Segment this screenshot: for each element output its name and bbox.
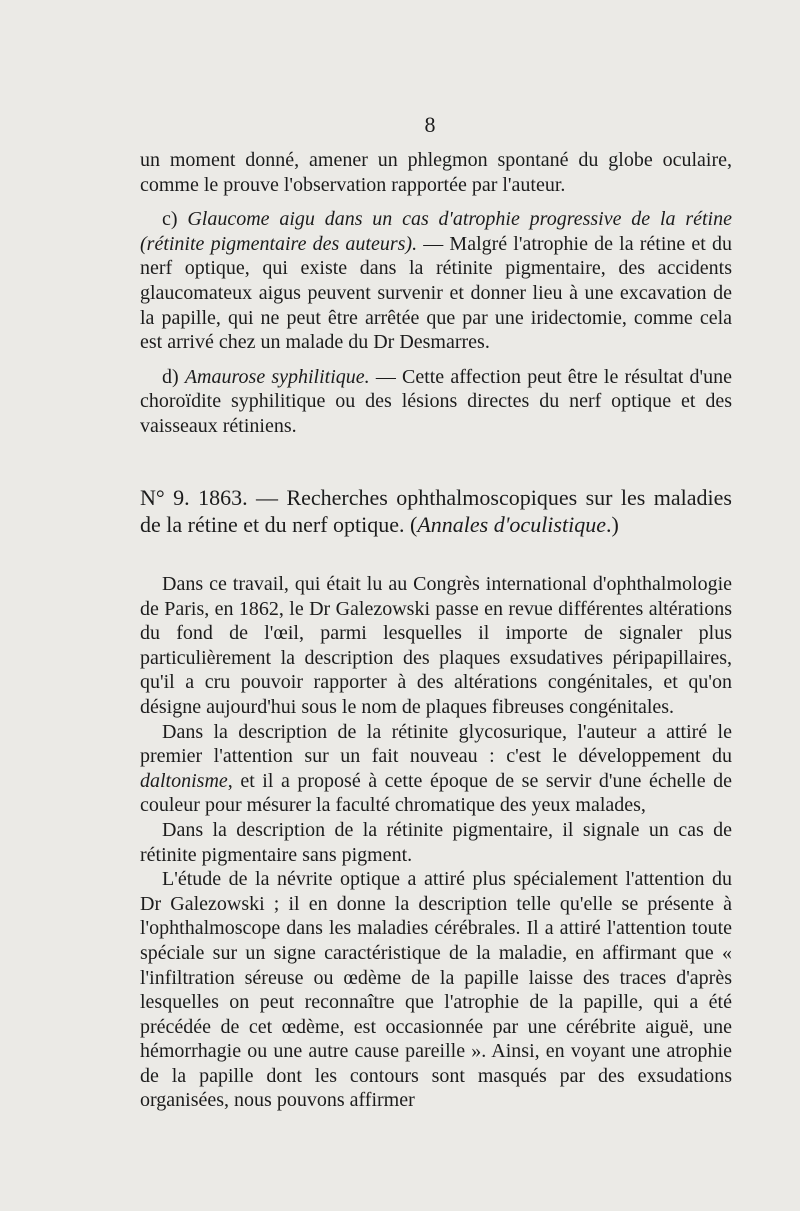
paragraph: Dans la description de la rétinite pigmentaire, il signale un cas de rétinite pigmentaire sans pigment. (140, 818, 732, 866)
paragraph: Dans ce travail, qui était lu au Congrès international d'ophthalmologie de Paris, en 1862, le Dr Galezowski passe en revue différentes altérations du fond de l'œil, parmi lesquelles il importe de signaler plus particulièrement la description des plaques exsudatives péripapillaires, qu'il a cru pouvoir rapporter à des altérations congénitales, et qu'on désigne aujourd'hui sous le nom de plaques fibreuses congénitales. (140, 573, 732, 718)
heading-number: N° 9. 1863. (140, 485, 248, 510)
heading-close: .) (605, 512, 619, 537)
journal-title: Annales d'oculistique (417, 512, 606, 537)
item-body-c: — Malgré l'atrophie de la rétine et du nerf optique, qui existe dans la rétinite pigmentaire, des accidents glaucomateux aigus peuvent survenir et donner lieu à une excavation de la papille, qui ne peut être arrêtée que par une iridectomie, comme cela est arrivé chez un malade du Dr Desmarres. (140, 232, 733, 354)
section-heading (140, 484, 732, 538)
paragraph-d (140, 365, 732, 439)
item-label-c: c) (162, 208, 188, 231)
heading-title: — Recherches ophthalmoscopiques sur les maladies de la rétine et du nerf optique. ( (140, 485, 732, 537)
item-label-d: d) (162, 365, 185, 388)
item-body-d: — Cette affection peut être le résultat d'une choroïdite syphilitique ou des lésions directes du nerf optique et des vaisseaux rétiniens. (140, 365, 732, 437)
emphasized-term: daltonisme (140, 769, 228, 792)
paragraph-c (140, 207, 732, 355)
paragraph-text: Dans la description de la rétinite glycosurique, l'auteur a attiré le premier l'attention sur un fait nouveau : c'est le développement du (140, 720, 732, 768)
heading-line (140, 484, 732, 538)
main-text (140, 572, 732, 1113)
top-section (140, 148, 732, 439)
item-title-c: Glaucome aigu dans un cas d'atrophie progressive de la rétine (rétinite pigmentaire des auteurs). (140, 208, 732, 255)
paragraph (140, 720, 732, 818)
paragraph-continuation: un moment donné, amener un phlegmon spontané du globe oculaire, comme le prouve l'observation rapportée par l'auteur. (140, 149, 732, 196)
paragraph-text: , et il a proposé à cette époque de se servir d'une échelle de couleur pour mésurer la faculté chromatique des yeux malades, (140, 769, 732, 817)
paragraph: L'étude de la névrite optique a attiré plus spécialement l'attention du Dr Galezowski ; il en donne la description telle qu'elle se présente à l'ophthalmoscope dans les maladies cérébrales. Il a attiré l'attention toute spéciale sur un signe caractéristique de la maladie, en affirmant que « l'infiltration séreuse ou œdème de la papille laisse des traces d'après lesquelles on peut reconnaître que l'atrophie de la papille, qui a été précédée de cet œdème, est occasionnée par une cérébrite aiguë, une hémorrhagie ou une autre cause pareille ». Ainsi, en voyant une atrophie de la papille dont les contours sont masqués par des exsudations organisées, nous pouvons affirmer (140, 868, 732, 1112)
item-title-d: Amaurose syphilitique. (184, 365, 370, 388)
page-number: 8 (424, 112, 436, 137)
